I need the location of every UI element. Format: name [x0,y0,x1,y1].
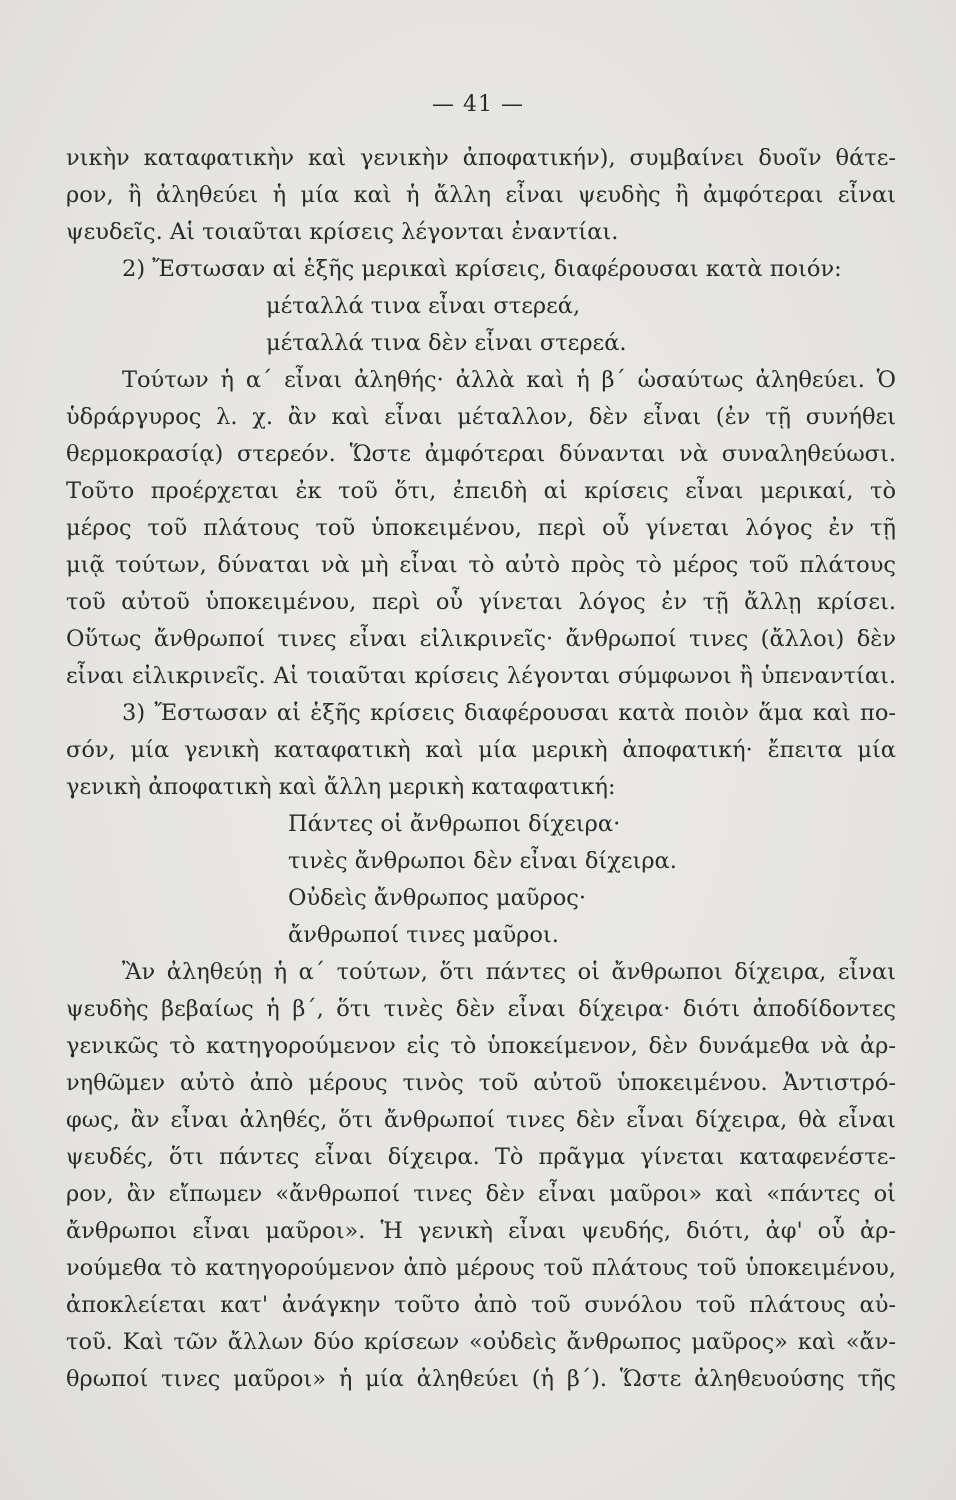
text-line: 3) Ἔστωσαν αἱ ἑξῆς κρίσεις διαφέρουσαι κατὰ ποιὸν ἅμα καὶ πο- [122,700,896,726]
text-line: 2) Ἔστωσαν αἱ ἑξῆς μερικαὶ κρίσεις, διαφέρουσαι κατὰ ποιόν: [122,256,842,282]
text-line: θερμοκρασίᾳ) στερεόν. Ὥστε ἀμφότεραι δύνανται νὰ συναληθεύωσι. [66,441,896,467]
text-line: Τούτων ἡ α΄ εἶναι ἀληθής· ἀλλὰ καὶ ἡ β΄ ὡσαύτως ἀληθεύει. Ὁ [122,367,896,393]
example-line: Οὐδεὶς ἄνθρωπος μαῦρος· [288,885,587,911]
text-line: γενικὴ ἀποφατικὴ καὶ ἄλλη μερικὴ καταφατική: [66,774,616,800]
text-line: εἶναι εἰλικρινεῖς. Αἱ τοιαῦται κρίσεις λέγονται σύμφωνοι ἢ ὑπεναντίαι. [66,663,896,689]
text-line: ὑδράργυρος λ. χ. ἂν καὶ εἶναι μέταλλον, δὲν εἶναι (ἐν τῇ συνήθει [66,404,896,430]
text-line: τοῦ αὐτοῦ ὑποκειμένου, περὶ οὗ γίνεται λόγος ἐν τῇ ἄλλῃ κρίσει. [66,589,896,615]
text-line: Οὕτως ἄνθρωποί τινες εἶναι εἰλικρινεῖς· ἄνθρωποί τινες (ἄλλοι) δὲν [66,626,896,652]
text-line: μέρος τοῦ πλάτους τοῦ ὑποκειμένου, περὶ οὗ γίνεται λόγος ἐν τῇ [66,515,896,541]
text-line: φως, ἂν εἶναι ἀληθές, ὅτι ἄνθρωποί τινες δὲν εἶναι δίχειρα, θὰ εἶναι [66,1107,896,1133]
text-line: ἀποκλείεται κατ' ἀνάγκην τοῦτο ἀπὸ τοῦ συνόλου τοῦ πλάτους αὐ- [66,1292,896,1318]
example-line: μέταλλά τινα δὲν εἶναι στερεά. [266,330,627,356]
text-line: νούμεθα τὸ κατηγορούμενον ἀπὸ μέρους τοῦ πλάτους τοῦ ὑποκειμένου, [66,1255,896,1281]
example-line: τινὲς ἄνθρωποι δὲν εἶναι δίχειρα. [288,848,677,874]
text-line: ἄνθρωποι εἶναι μαῦροι». Ἡ γενικὴ εἶναι ψευδής, διότι, ἀφ' οὗ ἀρ- [66,1218,896,1244]
text-line: ψευδὴς βεβαίως ἡ β΄, ὅτι τινὲς δὲν εἶναι δίχειρα· διότι ἀποδίδοντες [66,996,896,1022]
text-line: νικὴν καταφατικὴν καὶ γενικὴν ἀποφατικήν), συμβαίνει δυοῖν θάτε- [66,145,896,171]
text-line: γενικῶς τὸ κατηγορούμενον εἰς τὸ ὑποκείμενον, δὲν δυνάμεθα νὰ ἀρ- [66,1033,896,1059]
text-line: Ἂν ἀληθεύῃ ἡ α΄ τούτων, ὅτι πάντες οἱ ἄνθρωποι δίχειρα, εἶναι [122,959,896,985]
text-line: ρον, ἢ ἀληθεύει ἡ μία καὶ ἡ ἄλλη εἶναι ψευδὴς ἢ ἀμφότεραι εἶναι [66,182,896,208]
text-line: μιᾷ τούτων, δύναται νὰ μὴ εἶναι τὸ αὐτὸ πρὸς τὸ μέρος τοῦ πλάτους [66,552,896,578]
text-line: ψευδές, ὅτι πάντες εἶναι δίχειρα. Τὸ πρᾶγμα γίνεται καταφενέστε- [66,1144,896,1170]
text-line: Τοῦτο προέρχεται ἐκ τοῦ ὅτι, ἐπειδὴ αἱ κρίσεις εἶναι μερικαί, τὸ [66,478,896,504]
example-line: Πάντες οἱ ἄνθρωποι δίχειρα· [288,811,621,837]
text-line: σόν, μία γενικὴ καταφατικὴ καὶ μία μερικὴ ἀποφατική· ἔπειτα μία [66,737,896,763]
example-line: ἄνθρωποί τινες μαῦροι. [288,922,559,948]
text-line: θρωποί τινες μαῦροι» ἡ μία ἀληθεύει (ἡ β΄). Ὥστε ἀληθευούσης τῆς [66,1366,896,1392]
body-text [66,140,896,1398]
example-line: μέταλλά τινα εἶναι στερεά, [266,293,581,319]
text-line: ψευδεῖς. Αἱ τοιαῦται κρίσεις λέγονται ἐναντίαι. [66,219,619,245]
text-line: ρον, ἂν εἴπωμεν «ἄνθρωποί τινες δὲν εἶναι μαῦροι» καὶ «πάντες οἱ [66,1181,896,1207]
page-number: — 41 — [432,92,524,117]
text-line: τοῦ. Καὶ τῶν ἄλλων δύο κρίσεων «οὐδεὶς ἄνθρωπος μαῦρος» καὶ «ἄν- [66,1329,896,1355]
text-line: νηθῶμεν αὐτὸ ἀπὸ μέρους τινὸς τοῦ αὐτοῦ ὑποκειμένου. Ἀντιστρό- [66,1070,896,1096]
